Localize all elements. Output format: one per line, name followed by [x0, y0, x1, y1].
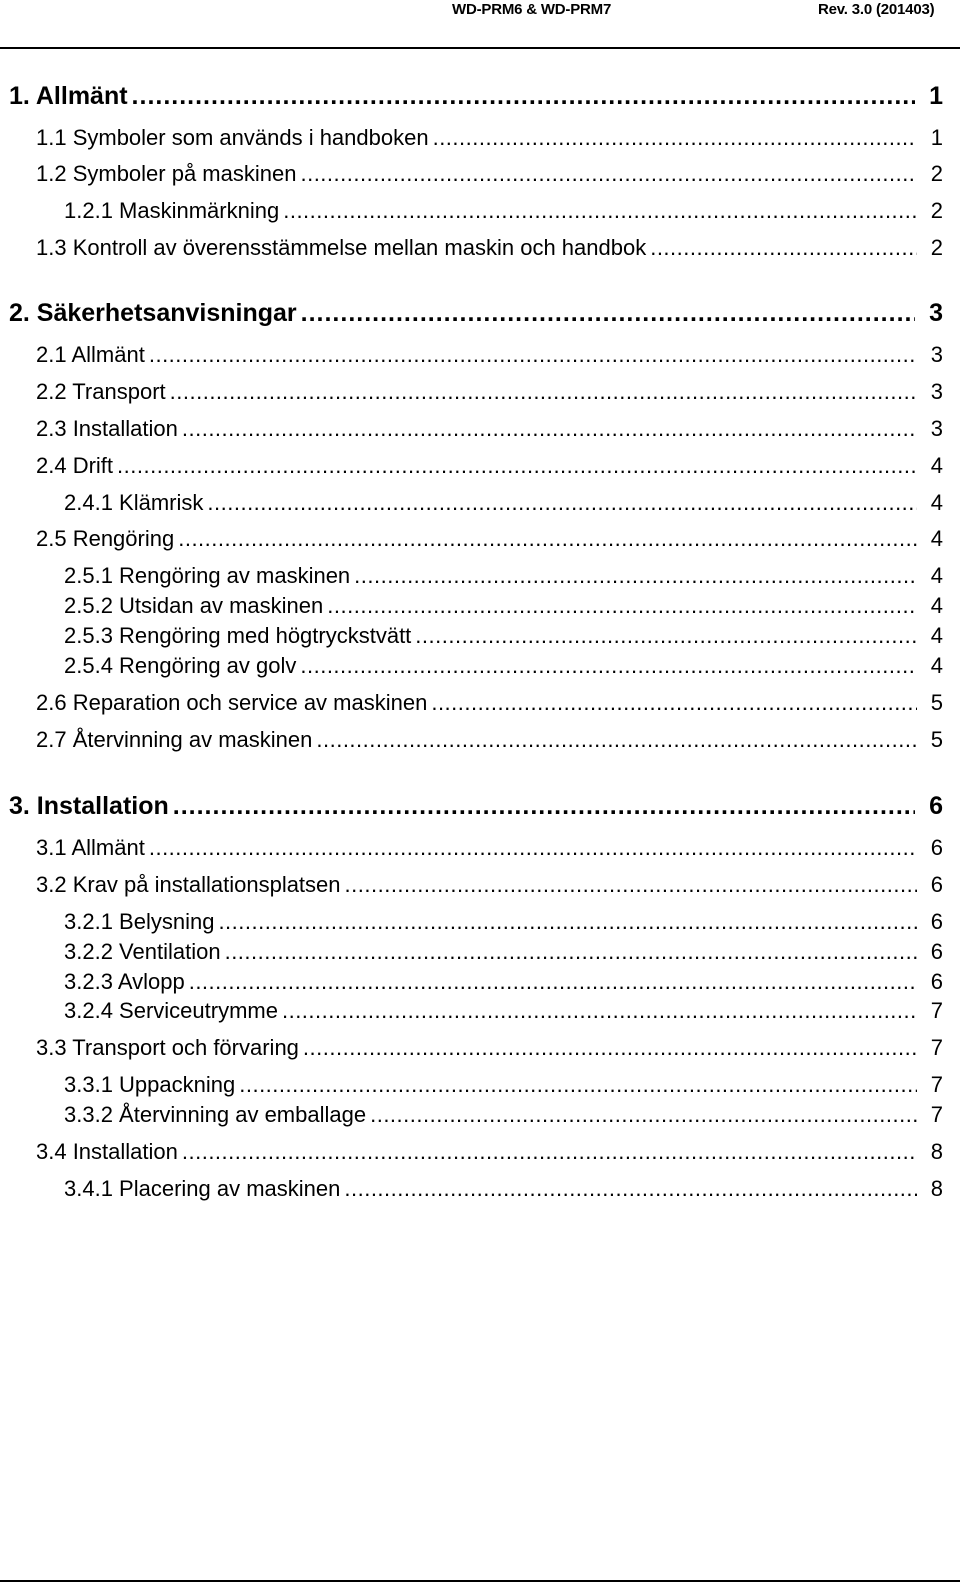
toc-leader-dots — [316, 726, 916, 754]
toc-page-number: 1 — [930, 125, 943, 150]
toc-page-number: 6 — [929, 792, 943, 820]
toc-entry-label: 2.5.3 Rengöring med högtryckstvätt — [64, 623, 412, 648]
toc-entry[interactable] — [36, 1138, 943, 1166]
toc-page-number: 5 — [930, 727, 943, 752]
toc-entry-label: 3.2 Krav på installationsplatsen — [36, 872, 341, 897]
toc-entry-label: 2.4.1 Klämrisk — [64, 490, 204, 515]
toc-leader-dots — [303, 1034, 917, 1062]
toc-page-number: 7 — [930, 1072, 943, 1097]
toc-page-number: 3 — [930, 342, 943, 367]
toc-page-number: 7 — [930, 998, 943, 1023]
toc-entry-label: 1.2.1 Maskinmärkning — [64, 198, 280, 223]
toc-entry-label: 3.3 Transport och förvaring — [36, 1035, 299, 1060]
toc-leader-dots — [301, 297, 915, 329]
toc-entry-label: 3.2.4 Serviceutrymme — [64, 998, 278, 1023]
toc-entry-label: 2.2 Transport — [36, 379, 166, 404]
toc-entry[interactable] — [64, 908, 943, 936]
toc-entry-label: 3.4.1 Placering av maskinen — [64, 1176, 341, 1201]
toc-page-number: 7 — [930, 1035, 943, 1060]
toc-leader-dots — [345, 871, 917, 899]
toc-leader-dots — [189, 968, 917, 996]
toc-leader-dots — [327, 592, 916, 620]
toc-entry[interactable] — [64, 652, 943, 680]
toc-entry[interactable] — [36, 726, 943, 754]
toc-page-number: 6 — [930, 872, 943, 897]
toc-entry-label: 3.3.2 Återvinning av emballage — [64, 1102, 367, 1127]
toc-entry[interactable] — [36, 689, 943, 717]
toc-page-number: 3 — [930, 416, 943, 441]
toc-leader-dots — [300, 160, 916, 188]
toc-entry-label: 3.2.1 Belysning — [64, 909, 215, 934]
toc-leader-dots — [117, 452, 917, 480]
toc-page-number: 8 — [930, 1139, 943, 1164]
toc-entry[interactable] — [36, 341, 943, 369]
toc-entry[interactable] — [64, 489, 943, 517]
toc-entry[interactable] — [64, 938, 943, 966]
toc-entry[interactable] — [36, 234, 943, 262]
toc-page-number: 8 — [930, 1176, 943, 1201]
toc-entry-label: 3.4 Installation — [36, 1139, 178, 1164]
toc-page-number: 3 — [929, 299, 943, 327]
toc-page-number: 2 — [930, 235, 943, 260]
toc-page-number: 3 — [930, 379, 943, 404]
toc-entry[interactable] — [36, 1034, 943, 1062]
toc-entry[interactable] — [36, 378, 943, 406]
toc-page-number: 1 — [929, 82, 943, 110]
toc-page-number: 2 — [930, 198, 943, 223]
header-revision: Rev. 3.0 (201403) — [818, 1, 935, 18]
toc-page-number: 4 — [930, 593, 943, 618]
toc-entry-label: 1.3 Kontroll av överensstämmelse mellan maskin och handbok — [36, 235, 647, 260]
toc-leader-dots — [182, 415, 917, 443]
toc-entry-label: 1. Allmänt — [9, 82, 128, 110]
toc-page-number: 4 — [930, 623, 943, 648]
toc-leader-dots — [282, 997, 917, 1025]
toc-leader-dots — [149, 834, 917, 862]
toc-page-number: 4 — [930, 653, 943, 678]
toc-leader-dots — [225, 938, 917, 966]
toc-leader-dots — [173, 790, 915, 822]
toc-entry[interactable] — [64, 592, 943, 620]
toc-entry[interactable] — [36, 452, 943, 480]
toc-entry-label: 2.3 Installation — [36, 416, 178, 441]
toc-leader-dots — [354, 562, 917, 590]
toc-entry[interactable] — [36, 834, 943, 862]
toc-entry[interactable] — [36, 124, 943, 152]
toc-page-number: 7 — [930, 1102, 943, 1127]
toc-page-number: 5 — [930, 690, 943, 715]
toc-leader-dots — [132, 80, 916, 112]
toc-leader-dots — [415, 622, 916, 650]
toc-entry[interactable] — [36, 415, 943, 443]
toc-leader-dots — [431, 689, 916, 717]
footer-divider — [0, 1580, 960, 1582]
toc-entry-label: 3. Installation — [9, 792, 169, 820]
toc-entry-label: 2.6 Reparation och service av maskinen — [36, 690, 428, 715]
toc-entry-label: 2. Säkerhetsanvisningar — [9, 299, 297, 327]
toc-leader-dots — [149, 341, 917, 369]
toc-entry-label: 2.1 Allmänt — [36, 342, 145, 367]
toc-leader-dots — [207, 489, 916, 517]
toc-entry-label: 3.3.1 Uppackning — [64, 1072, 236, 1097]
toc-leader-dots — [283, 197, 917, 225]
toc-leader-dots — [650, 234, 917, 262]
toc-entry[interactable] — [36, 525, 943, 553]
toc-page-number: 4 — [930, 490, 943, 515]
toc-entry[interactable] — [36, 160, 943, 188]
toc-leader-dots — [433, 124, 917, 152]
toc-leader-dots — [239, 1071, 917, 1099]
toc-entry-label: 2.5.4 Rengöring av golv — [64, 653, 297, 678]
toc-entry-label: 2.7 Återvinning av maskinen — [36, 727, 313, 752]
toc-page-number: 4 — [930, 526, 943, 551]
toc-entry-label: 3.2.2 Ventilation — [64, 939, 221, 964]
toc-entry[interactable] — [64, 562, 943, 590]
toc-entry[interactable] — [9, 790, 943, 822]
toc-entry[interactable] — [9, 297, 943, 329]
toc-entry-label: 1.1 Symboler som används i handboken — [36, 125, 429, 150]
toc-leader-dots — [170, 378, 917, 406]
toc-page-number: 2 — [930, 161, 943, 186]
toc-entry-label: 1.2 Symboler på maskinen — [36, 161, 297, 186]
toc-leader-dots — [218, 908, 916, 936]
toc-entry-label: 3.2.3 Avlopp — [64, 969, 185, 994]
toc-leader-dots — [300, 652, 916, 680]
toc-entry[interactable] — [64, 1101, 943, 1129]
header-doc-code: WD-PRM6 & WD-PRM7 — [452, 1, 612, 18]
toc-entry-label: 2.5.2 Utsidan av maskinen — [64, 593, 324, 618]
toc-entry[interactable] — [64, 1071, 943, 1099]
toc-entry[interactable] — [64, 622, 943, 650]
toc-entry[interactable] — [36, 871, 943, 899]
toc-entry-label: 2.5 Rengöring — [36, 526, 175, 551]
toc-entry[interactable] — [64, 997, 943, 1025]
toc-entry[interactable] — [9, 80, 943, 112]
toc-page-number: 6 — [930, 939, 943, 964]
toc-entry-label: 3.1 Allmänt — [36, 835, 145, 860]
toc-page-number: 6 — [930, 835, 943, 860]
toc-entry[interactable] — [64, 968, 943, 996]
toc-leader-dots — [182, 1138, 917, 1166]
toc-entry-label: 2.5.1 Rengöring av maskinen — [64, 563, 351, 588]
toc-leader-dots — [344, 1175, 916, 1203]
toc-entry[interactable] — [64, 1175, 943, 1203]
toc-leader-dots — [370, 1101, 917, 1129]
toc-page-number: 4 — [930, 563, 943, 588]
toc-entry-label: 2.4 Drift — [36, 453, 114, 478]
toc-page-number: 4 — [930, 453, 943, 478]
toc-entry[interactable] — [64, 197, 943, 225]
toc-leader-dots — [178, 525, 917, 553]
toc-page-number: 6 — [930, 969, 943, 994]
toc-page-number: 6 — [930, 909, 943, 934]
